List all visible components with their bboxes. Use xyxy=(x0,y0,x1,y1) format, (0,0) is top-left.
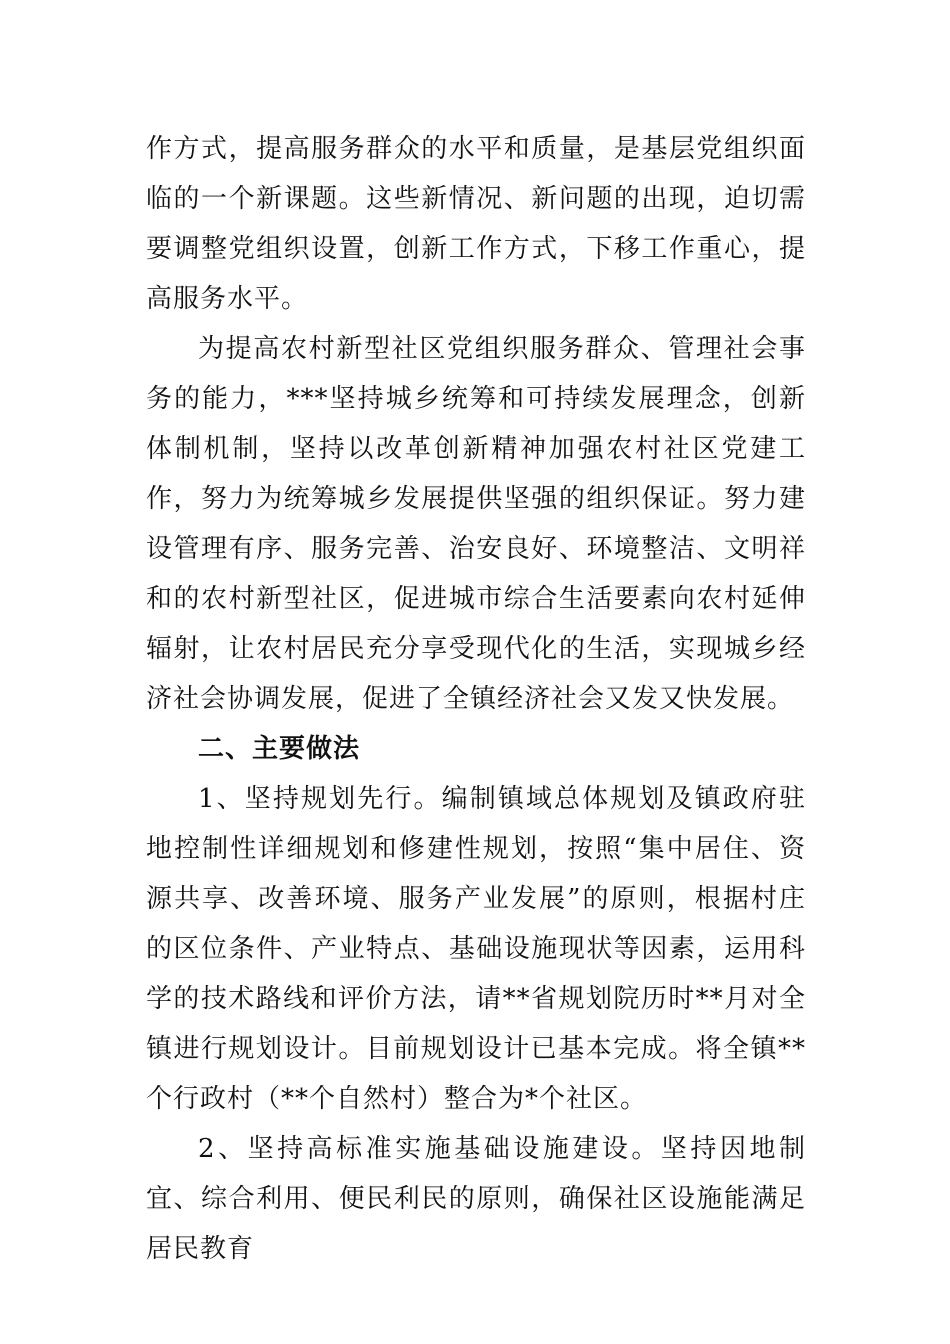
paragraph-background: 为提高农村新型社区党组织服务群众、管理社会事务的能力，***坚持城乡统筹和可持续发展理念，创新体制机制，坚持以改革创新精神加强农村社区党建工作，努力为统筹城乡发展提供坚强的组织保证。努力建设管理有序、服务完善、治安良好、环境整洁、文明祥和的农村新型社区，促进城市综合生活要素向农村延伸辐射，让农村居民充分享受现代化的生活，实现城乡经济社会协调发展，促进了全镇经济社会又发又快发展。 xyxy=(146,334,806,714)
document-body xyxy=(146,124,806,1274)
paragraph-continued: 作方式，提高服务群众的水平和质量，是基层党组织面临的一个新课题。这些新情况、新问题的出现，迫切需要调整党组织设置，创新工作方式，下移工作重心，提高服务水平。 xyxy=(146,134,806,314)
list-item-planning: 1、坚持规划先行。编制镇域总体规划及镇政府驻地控制性详细规划和修建性规划，按照“集中居住、资源共享、改善环境、服务产业发展”的原则，根据村庄的区位条件、产业特点、基础设施现状等因素，运用科学的技术路线和评价方法，请**省规划院历时**月对全镇进行规划设计。目前规划设计已基本完成。将全镇**个行政村（**个自然村）整合为*个社区。 xyxy=(146,784,806,1114)
list-item-infrastructure: 2、坚持高标准实施基础设施建设。坚持因地制宜、综合利用、便民利民的原则，确保社区设施能满足居民教育 xyxy=(146,1134,806,1264)
section-heading: 二、主要做法 xyxy=(198,734,361,764)
